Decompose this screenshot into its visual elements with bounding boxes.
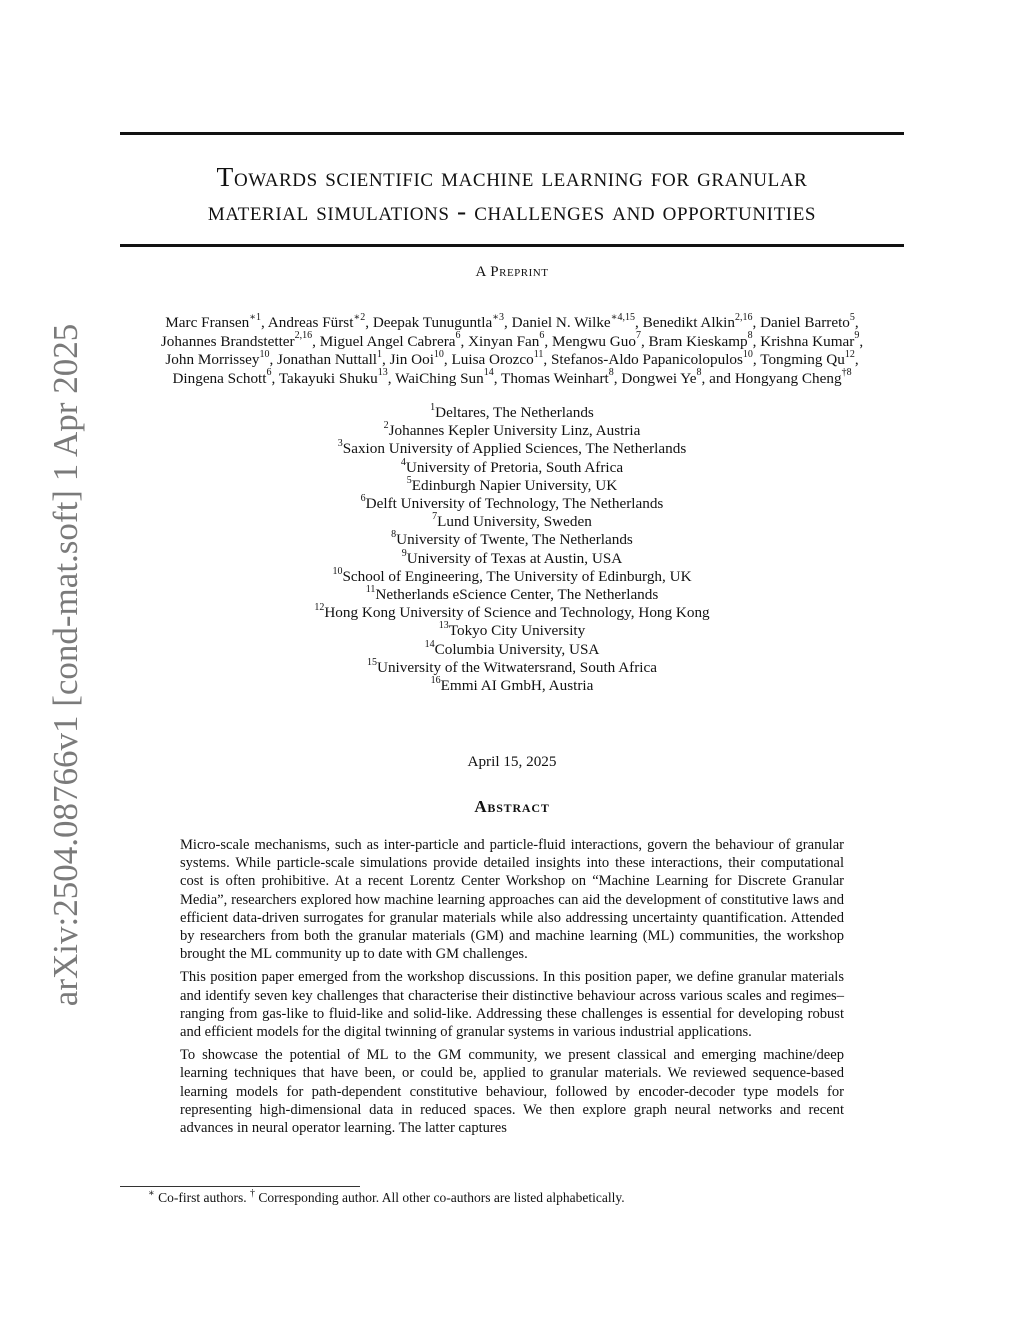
footnote-symbol-corresponding: †: [250, 1187, 256, 1199]
affiliation-marker: 6: [360, 492, 366, 504]
author-name: Stefanos-Aldo Papanicolopulos: [550, 351, 743, 368]
author-name: Daniel N. Wilke: [511, 314, 611, 331]
affiliation-text: Columbia University, USA: [434, 640, 600, 658]
author-line-punct: ,: [859, 332, 864, 350]
author-line-punct: ,: [854, 314, 859, 331]
author-name: Deepak Tunuguntla: [372, 314, 493, 331]
affiliation-marker: 9: [401, 547, 407, 559]
affiliation-marker: 16: [430, 674, 441, 686]
affiliation-text: University of Texas at Austin, USA: [406, 549, 623, 567]
author-affiliation-marker: †8: [841, 367, 852, 379]
affiliation-text: University of Pretoria, South Africa: [405, 458, 624, 476]
author-affiliation-marker: 9: [854, 330, 860, 342]
affiliation-list: [0, 401, 1024, 695]
affiliation-marker: 14: [424, 638, 435, 650]
author-name: Tongming Qu: [760, 351, 845, 368]
author-affiliation-marker: 5: [849, 311, 855, 323]
affiliation-marker: 10: [332, 565, 343, 577]
author-affiliation-marker: 10: [742, 348, 753, 360]
title-line-1: Towards scientific machine learning for granular: [216, 161, 808, 192]
affiliation-10: [0, 565, 1024, 586]
author-affiliation-marker: 10: [433, 348, 444, 360]
title-top-rule: [120, 132, 904, 135]
author-name: Andreas Fürst: [267, 314, 354, 331]
author-affiliation-marker: 8: [608, 367, 614, 379]
affiliation-text: Edinburgh Napier University, UK: [411, 476, 618, 494]
author-affiliation-marker: 10: [259, 348, 270, 360]
author-name: Marc Fransen: [165, 314, 250, 331]
author-name: Jin Ooi: [389, 351, 434, 368]
affiliation-text: Lund University, Sweden: [437, 513, 592, 531]
title-line-2: material simulations - challenges and opportunities: [207, 195, 817, 226]
arxiv-identifier: arXiv:2504.08766v1 [cond-mat.soft] 1 Apr 2025: [46, 323, 85, 1007]
affiliation-2: [0, 422, 1024, 440]
author-name: Thomas Weinhart: [501, 369, 609, 387]
abstract-body: [180, 836, 844, 1142]
author-line-2: Johannes Brandstetter$^{2,16}$, Miguel Angel Cabrera$^6$, Xinyan Fan$^6$, Mengwu Guo$^7$, Bram Kieskamp$^8$, Krishna Kumar$^9$,: [160, 330, 864, 350]
affiliation-7: [0, 513, 1024, 531]
affiliation-12: [0, 604, 1024, 622]
affiliation-3: [0, 440, 1024, 458]
affiliation-text: Netherlands eScience Center, The Netherlands: [375, 586, 659, 604]
author-name: Jonathan Nuttall: [277, 351, 378, 368]
paper-title: [120, 160, 904, 228]
author-name: Krishna Kumar: [760, 332, 855, 350]
author-affiliation-marker: ∗2: [353, 311, 366, 323]
abstract-paragraph-3: To showcase the potential of ML to the GM community, we present classical and emerging machine/deep learning techniques that have been, or could be, applied to granular materials. We reviewed sequence-based learning models for path-dependent constitutive behaviour, followed by encoder-decoder type models for representing high-dimensional data in reduced spaces. We then explore graph neural networks and recent advances in neural operator learning. The latter captures: [180, 1047, 844, 1137]
author-conjunction: and: [709, 369, 732, 387]
affiliation-marker: 1: [430, 401, 436, 413]
affiliation-text: Saxion University of Applied Sciences, The Netherlands: [342, 440, 687, 458]
affiliation-marker: 12: [314, 602, 325, 614]
footnote-text-cofirst: Co-first authors.: [158, 1190, 247, 1205]
author-name: Hongyang Cheng: [734, 369, 842, 387]
author-name: Bram Kieskamp: [648, 332, 748, 350]
author-name: Miguel Angel Cabrera: [319, 332, 456, 350]
affiliation-11: [0, 583, 1024, 604]
preprint-label: A Preprint: [475, 264, 549, 280]
affiliation-1: [0, 401, 1024, 422]
abstract-paragraph-2: This position paper emerged from the workshop discussions. In this position paper, we define granular materials and identify seven key challenges that characterise their distinctive behaviour across various scales and regimes–ranging from gas-like to fluid-like and solid-like. Addressing these challenges is essential for developing robust and efficient models for the digital twinning of granular systems in various industrial applications.: [180, 969, 844, 1041]
author-name: Mengwu Guo: [551, 332, 636, 350]
affiliation-marker: 11: [365, 583, 376, 595]
author-name: Daniel Barreto: [760, 314, 850, 331]
author-line-punct: ,: [854, 351, 859, 368]
affiliation-8: [0, 531, 1024, 549]
author-affiliation-marker: 2,16: [734, 311, 753, 323]
affiliation-marker: 8: [391, 529, 397, 541]
title-bottom-rule: [120, 244, 904, 247]
affiliation-13: [0, 622, 1024, 640]
affiliation-text: Hong Kong University of Science and Technology, Hong Kong: [324, 604, 710, 622]
author-line-3: John Morrissey$^{10}$, Jonathan Nuttall$^1$, Jin Ooi$^{10}$, Luisa Orozco$^{11}$, Stefanos-Aldo Papanicolopulos$^{10}$, Tongming Qu$^{12}$,: [165, 348, 859, 368]
author-affiliation-marker: 11: [533, 348, 544, 360]
affiliation-marker: 7: [432, 511, 438, 523]
affiliation-text: University of Twente, The Netherlands: [396, 531, 633, 549]
author-name: Xinyan Fan: [468, 332, 540, 350]
affiliation-text: Deltares, The Netherlands: [435, 404, 594, 421]
author-affiliation-marker: ∗3: [492, 311, 505, 323]
author-list: [110, 311, 914, 388]
author-affiliation-marker: 12: [844, 348, 855, 360]
affiliation-text: Tokyo City University: [448, 622, 586, 640]
affiliation-marker: 13: [438, 620, 449, 632]
affiliation-4: [0, 456, 1024, 477]
footnote-symbol-cofirst: ∗: [148, 1187, 155, 1199]
author-affiliation-marker: 14: [483, 367, 494, 379]
author-affiliation-marker: 1: [377, 348, 383, 360]
author-affiliation-marker: 7: [635, 330, 641, 342]
affiliation-text: Emmi AI GmbH, Austria: [440, 677, 594, 695]
affiliation-text: Delft University of Technology, The Netherlands: [365, 495, 664, 513]
footnote-text-corresponding: Corresponding author. All other co-authors are listed alphabetically.: [258, 1190, 625, 1205]
affiliation-marker: 15: [366, 656, 377, 668]
affiliation-text: University of the Witwatersrand, South Africa: [376, 658, 657, 676]
footnote-rule: [120, 1186, 360, 1187]
author-name: Benedikt Alkin: [642, 314, 735, 331]
author-affiliation-marker: 8: [696, 367, 702, 379]
affiliation-marker: 5: [406, 474, 412, 486]
author-name: WaiChing Sun: [395, 369, 484, 387]
affiliation-15: [0, 656, 1024, 677]
affiliation-6: [0, 492, 1024, 513]
author-line-1: Marc Fransen$^{∗1}$, Andreas Fürst$^{∗2}$, Deepak Tunuguntla$^{∗3}$, Daniel N. Wilke$^{∗4,15}$, Benedikt Alkin$^{2,16}$, Daniel Barreto$^5$,: [165, 311, 859, 331]
author-affiliation-marker: ∗1: [249, 311, 262, 323]
author-name: Dongwei Ye: [621, 369, 697, 387]
author-name: Johannes Brandstetter: [160, 332, 295, 350]
author-affiliation-marker: 6: [266, 367, 272, 379]
abstract-heading: Abstract: [474, 797, 550, 816]
author-affiliation-marker: 8: [747, 330, 753, 342]
affiliation-16: [0, 674, 1024, 695]
affiliation-text: Johannes Kepler University Linz, Austria: [388, 422, 641, 440]
author-name: Luisa Orozco: [451, 351, 534, 368]
author-name: John Morrissey: [165, 351, 260, 368]
abstract-paragraph-1: Micro-scale mechanisms, such as inter-particle and particle-fluid interactions, govern the behaviour of granular systems. While particle-scale simulations provide detailed insights into these interactions, their computational cost is often prohibitive. At a recent Lorentz Center Workshop on “Machine Learning for Discrete Granular Media”, researchers explored how machine learning approaches can aid the development of constitutive laws and efficient data-driven surrogates for granular materials while also addressing uncertainty quantification. Attended by researchers from both the granular materials (GM) and machine learning (ML) communities, the workshop brought the ML community up to date with GM challenges.: [180, 837, 844, 963]
affiliation-9: [0, 547, 1024, 568]
author-affiliation-marker: ∗4,15: [610, 311, 635, 323]
affiliation-marker: 3: [337, 438, 343, 450]
author-affiliation-marker: 13: [377, 367, 388, 379]
author-name: Takayuki Shuku: [278, 369, 378, 387]
affiliation-marker: 2: [383, 420, 389, 432]
author-affiliation-marker: 6: [455, 330, 461, 342]
affiliation-text: School of Engineering, The University of Edinburgh, UK: [342, 567, 692, 585]
publication-date: April 15, 2025: [467, 753, 557, 770]
author-name: Dingena Schott: [172, 369, 267, 387]
affiliation-14: [0, 638, 1024, 659]
author-affiliation-marker: 2,16: [294, 330, 313, 342]
author-affiliation-marker: 6: [539, 330, 545, 342]
affiliation-marker: 4: [400, 456, 406, 468]
affiliation-5: [0, 474, 1024, 495]
author-line-4: Dingena Schott$^6$, Takayuki Shuku$^{13}$, WaiChing Sun$^{14}$, Thomas Weinhart$^8$, Dongwei Ye$^8$, and Hongyang Cheng$^{\dagger 8}$: [172, 367, 852, 387]
footnote: [148, 1187, 625, 1206]
